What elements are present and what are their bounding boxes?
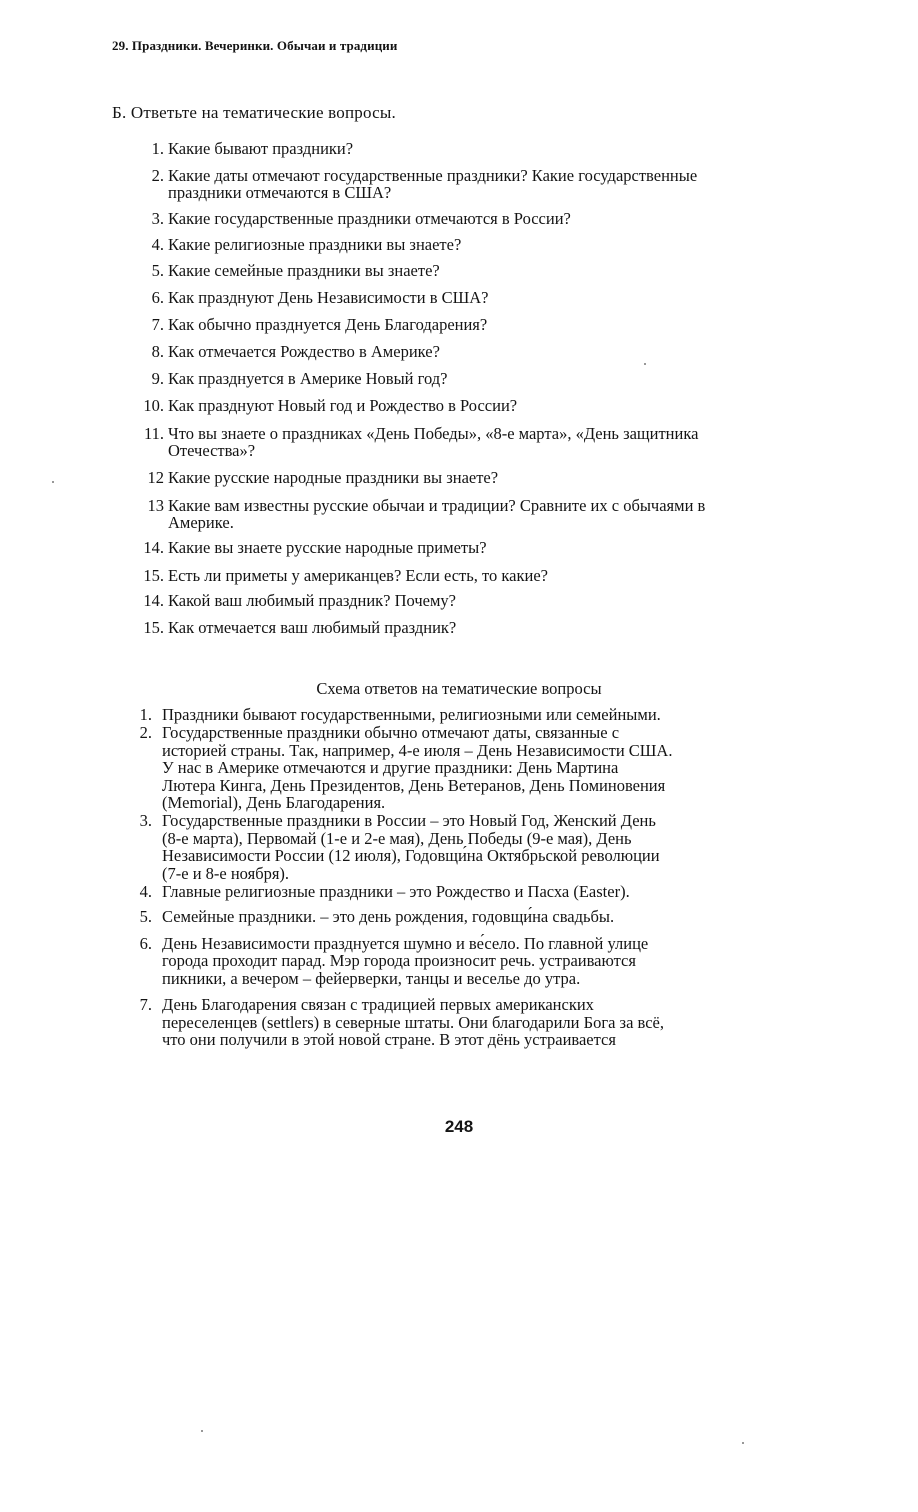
scan-speck (644, 363, 646, 365)
list-item (112, 935, 832, 987)
list-item (112, 140, 832, 167)
answer-text: Главные религиозные праздники – это Рождество и Пасха (Easter). (162, 882, 630, 902)
question-number: 13 (147, 496, 164, 515)
answer-text: День Независимости празднуется шумно и ве́село. По главной улице города проходит парад. Мэр города произносит речь. устраиваются пикники, а вечером – фейерверки, танцы и веселье до утра. (162, 933, 649, 988)
question-text: Как обычно празднуется День Благодарения? (168, 315, 488, 334)
scan-speck (201, 1430, 203, 1432)
running-header: 29. Праздники. Вечеринки. Обычаи и традиции (112, 38, 398, 53)
list-item (112, 343, 832, 370)
answer-text: Праздники бывают государственными, религиозными или семейными. (162, 705, 661, 724)
list-item (112, 724, 832, 811)
question-number: 14. (143, 591, 164, 610)
question-number: 7. (151, 315, 164, 334)
question-text: Какие государственные праздники отмечаются в России? (168, 209, 571, 228)
list-item (112, 469, 832, 497)
list-item (112, 262, 832, 289)
questions-list (112, 140, 832, 646)
answer-number: 5. (139, 907, 152, 927)
question-text: Какие русские народные праздники вы знаете? (168, 468, 499, 487)
list-item (112, 812, 832, 882)
answer-text: День Благодарения связан с традицией первых американских переселенцев (settlers) в северные штаты. Они благодарили Бога за всё, что они получили в этой новой стране. В этот дёнь устраивается (162, 995, 664, 1049)
list-item (112, 370, 832, 397)
question-number: 3. (151, 209, 164, 228)
answer-number: 6. (139, 933, 152, 953)
question-text: Есть ли приметы у американцев? Если есть, то какие? (168, 566, 548, 585)
list-item (112, 706, 832, 723)
question-number: 11. (143, 424, 164, 443)
answer-text: Семейные праздники. – это день рождения, годовщи́на свадьбы. (162, 907, 615, 927)
answer-text: Государственные праздники обычно отмечают даты, связанные с историей страны. Так, например, 4-е июля – День Независимости США. У нас в Америке отмечаются и другие праздники: День Мартина Лютера Кинга, День Президентов, День Ветеранов, День Поминовения (Memorial), День Благодарения. (162, 723, 673, 813)
question-number: 15. (143, 618, 164, 637)
scan-speck (742, 1442, 744, 1444)
answer-number: 7. (139, 995, 152, 1015)
list-item (112, 497, 832, 539)
question-text: Как отмечается Рождество в Америке? (168, 342, 440, 361)
answer-number: 3. (139, 811, 152, 831)
question-text: Какие даты отмечают государственные праздники? Какие государственные праздники отмечаются в США? (168, 166, 698, 202)
question-text: Как празднуют День Независимости в США? (168, 288, 489, 307)
question-number: 9. (151, 369, 164, 388)
question-number: 2. (151, 166, 164, 185)
list-item (112, 908, 832, 925)
answer-number: 4. (139, 882, 152, 902)
list-item (112, 996, 832, 1048)
answer-number: 1. (139, 705, 152, 724)
question-number: 12 (147, 468, 164, 487)
list-item (112, 592, 832, 619)
question-text: Как отмечается ваш любимый праздник? (168, 618, 457, 637)
question-text: Какие религиозные праздники вы знаете? (168, 235, 462, 254)
question-text: Что вы знаете о праздниках «День Победы», «8-е марта», «День защитника Отечества»? (168, 424, 699, 460)
question-number: 15. (143, 566, 164, 585)
question-number: 14. (143, 538, 164, 557)
question-text: Как празднуют Новый год и Рождество в России? (168, 396, 518, 415)
list-item (112, 883, 832, 900)
answers-list (112, 706, 832, 1048)
page-number: 248 (444, 1117, 474, 1136)
list-item (112, 397, 832, 425)
list-item (112, 210, 832, 236)
task-heading: Б. Ответьте на тематические вопросы. (112, 103, 396, 122)
question-number: 6. (151, 288, 164, 307)
question-text: Какие семейные праздники вы знаете? (168, 261, 440, 280)
question-text: Какие вам известны русские обычаи и традиции? Сравните их с обычаями в Америке. (168, 496, 706, 532)
list-item (112, 316, 832, 343)
question-text: Какие бывают праздники? (168, 139, 354, 158)
answer-number: 2. (139, 723, 152, 743)
list-item (112, 567, 832, 592)
list-item (112, 425, 832, 469)
answers-section-title: Схема ответов на тематические вопросы (316, 679, 602, 698)
question-text: Какой ваш любимый праздник? Почему? (168, 591, 457, 610)
list-item (112, 539, 832, 567)
question-number: 5. (151, 261, 164, 280)
question-number: 10. (143, 396, 164, 415)
question-text: Как празднуется в Америке Новый год? (168, 369, 448, 388)
question-text: Какие вы знаете русские народные приметы? (168, 538, 487, 557)
answer-text: Государственные праздники в России – это Новый Год, Женский День (8-е марта), Первомай (1-е и 2-е мая), День Победы (9-е мая), День Независимости России (12 июля), Годовщи́на Октябрьской революции (7-е и 8-е ноября). (162, 811, 660, 883)
list-item (112, 289, 832, 316)
list-item (112, 236, 832, 262)
question-number: 1. (151, 139, 164, 158)
list-item (112, 167, 832, 210)
question-number: 8. (151, 342, 164, 361)
question-number: 4. (151, 235, 164, 254)
list-item (112, 619, 832, 646)
scan-speck (52, 481, 54, 483)
